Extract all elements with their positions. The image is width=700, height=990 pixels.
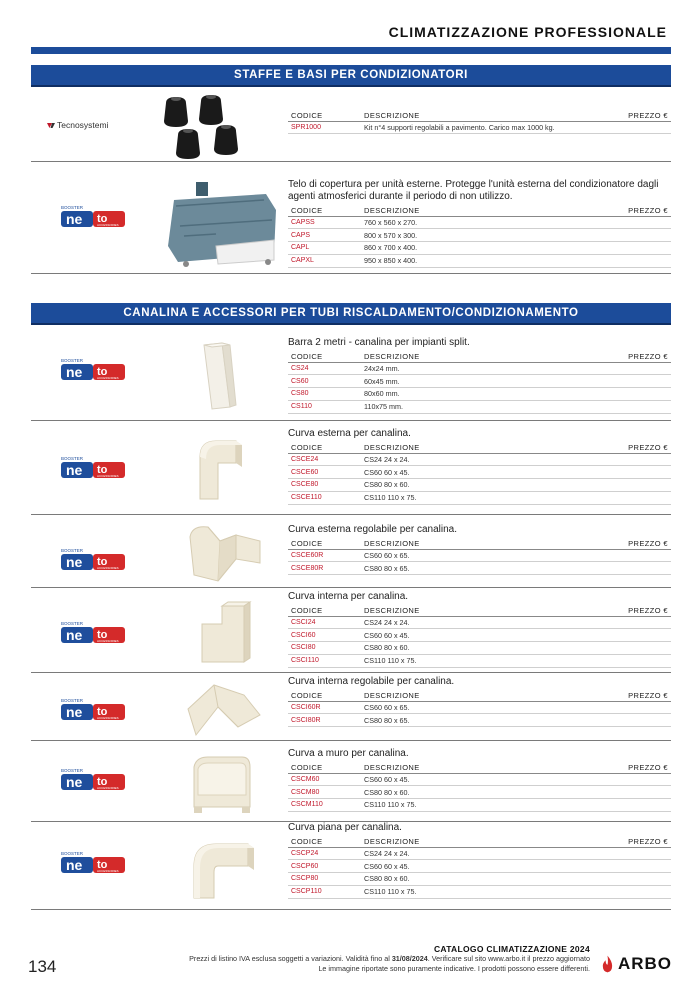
- column-price: PREZZO €: [611, 110, 671, 121]
- nexto-sub-text: ACCESSORIES: [97, 223, 119, 227]
- product-desc: CS110 110 x 75.: [364, 654, 611, 667]
- product-code: CS60: [288, 375, 364, 388]
- product-price: [611, 773, 671, 786]
- product-row-cs: [31, 327, 671, 421]
- product-code: CSCI60R: [288, 701, 364, 714]
- product-desc: CS80 80 x 60.: [364, 479, 611, 492]
- product-code: CSCM60: [288, 773, 364, 786]
- table-row: [288, 616, 671, 629]
- product-price: [611, 121, 671, 134]
- table-row: [288, 629, 671, 642]
- nexto-booster-text: BOOSTER: [61, 768, 84, 773]
- product-price: [611, 229, 671, 242]
- nexto-to-text: to: [97, 629, 108, 641]
- top-rule: [31, 47, 671, 54]
- product-desc: CS60 60 x 45.: [364, 773, 611, 786]
- nexto-booster-text: BOOSTER: [61, 851, 84, 856]
- product-row-csci: [31, 588, 671, 673]
- product-desc: CS80 80 x 65.: [364, 714, 611, 727]
- nexto-to-text: to: [97, 859, 108, 871]
- product-table: [288, 110, 671, 134]
- product-price: [611, 847, 671, 860]
- table-row: [288, 362, 671, 375]
- product-price: [611, 242, 671, 255]
- column-code: CODICE: [288, 110, 364, 121]
- table-row: [288, 562, 671, 575]
- arbo-logo-text: ARBO: [617, 954, 672, 973]
- nexto-sub-text: ACCESSORIES: [97, 869, 119, 873]
- section-header-staffe: STAFFE E BASI PER CONDIZIONATORI: [31, 65, 671, 87]
- nexto-to-text: to: [97, 213, 108, 225]
- column-price: PREZZO €: [611, 605, 671, 616]
- product-desc: CS60 60 x 45.: [364, 629, 611, 642]
- product-row-csce: [31, 421, 671, 515]
- product-code: CSCP80: [288, 873, 364, 886]
- product-code: CSCI60: [288, 629, 364, 642]
- product-table: [288, 205, 671, 268]
- nexto-booster-text: BOOSTER: [61, 205, 84, 210]
- flat-bend-image: [156, 832, 286, 904]
- product-price: [611, 701, 671, 714]
- product-price: [611, 453, 671, 466]
- nexto-logo: [41, 202, 151, 232]
- product-description: Curva interna per canalina.: [288, 591, 409, 602]
- nexto-ne-text: ne: [66, 704, 83, 720]
- nexto-sub-text: ACCESSORIES: [97, 474, 119, 478]
- product-price: [611, 479, 671, 492]
- column-code: CODICE: [288, 351, 364, 362]
- column-price: PREZZO €: [611, 205, 671, 216]
- section-header-canalina: CANALINA E ACCESSORI PER TUBI RISCALDAMENTO/CONDIZIONAMENTO: [31, 303, 671, 325]
- product-code: CSCE110: [288, 491, 364, 504]
- table-row: [288, 773, 671, 786]
- product-desc: CS60 60 x 45.: [364, 466, 611, 479]
- product-desc: CS24 24 x 24.: [364, 847, 611, 860]
- product-price: [611, 873, 671, 886]
- column-code: CODICE: [288, 538, 364, 549]
- product-code: CSCE60R: [288, 549, 364, 562]
- page-title: CLIMATIZZAZIONE PROFESSIONALE: [388, 24, 667, 40]
- feet-support-image: [156, 93, 286, 163]
- product-desc: 110x75 mm.: [364, 400, 611, 413]
- nexto-booster-text: BOOSTER: [61, 456, 84, 461]
- product-description: Curva a muro per canalina.: [288, 748, 409, 759]
- nexto-sub-text: ACCESSORIES: [97, 566, 119, 570]
- product-code: CSCI80: [288, 642, 364, 655]
- product-price: [611, 885, 671, 898]
- product-info: [288, 110, 671, 134]
- nexto-sub-text: ACCESSORIES: [97, 376, 119, 380]
- product-price: [611, 860, 671, 873]
- product-code: CSCE24: [288, 453, 364, 466]
- nexto-ne-text: ne: [66, 462, 83, 478]
- product-code: CS110: [288, 400, 364, 413]
- external-bend-image: [156, 433, 286, 507]
- product-price: [611, 629, 671, 642]
- nexto-booster-text: BOOSTER: [61, 698, 84, 703]
- product-description: Curva esterna regolabile per canalina.: [288, 524, 457, 535]
- product-code: CSCP110: [288, 885, 364, 898]
- product-code: SPR1000: [288, 121, 364, 134]
- footer-validity-a: Prezzi di listino IVA esclusa soggetti a variazioni. Validità fino al: [189, 954, 392, 963]
- nexto-ne-text: ne: [66, 211, 83, 227]
- nexto-booster-text: BOOSTER: [61, 548, 84, 553]
- column-description: DESCRIZIONE: [364, 762, 611, 773]
- nexto-sub-text: ACCESSORIES: [97, 786, 119, 790]
- product-price: [611, 549, 671, 562]
- nexto-ne-text: ne: [66, 627, 83, 643]
- footer-validity-date: 31/08/2024: [391, 954, 428, 963]
- column-description: DESCRIZIONE: [364, 205, 611, 216]
- internal-bend-image: [156, 594, 286, 668]
- nexto-logo: [41, 545, 151, 575]
- product-desc: CS80 80 x 60.: [364, 873, 611, 886]
- product-code: CSCI110: [288, 654, 364, 667]
- product-code: CSCE80R: [288, 562, 364, 575]
- nexto-logo: [41, 618, 151, 648]
- product-code: CSCP24: [288, 847, 364, 860]
- tecnosystemi-logo: [41, 115, 121, 137]
- nexto-to-text: to: [97, 556, 108, 568]
- column-description: DESCRIZIONE: [364, 351, 611, 362]
- footer-text: [189, 944, 590, 974]
- product-price: [611, 642, 671, 655]
- nexto-logo: [41, 355, 151, 385]
- nexto-ne-text: ne: [66, 774, 83, 790]
- product-desc: 950 x 850 x 400.: [364, 254, 611, 267]
- nexto-ne-text: ne: [66, 554, 83, 570]
- product-code: CSCM110: [288, 799, 364, 812]
- product-price: [611, 216, 671, 229]
- nexto-sub-text: ACCESSORIES: [97, 639, 119, 643]
- column-code: CODICE: [288, 442, 364, 453]
- product-desc: CS60 60 x 65.: [364, 549, 611, 562]
- nexto-logo: [41, 848, 151, 878]
- catalog-title: CATALOGO CLIMATIZZAZIONE 2024: [433, 944, 590, 954]
- product-row-cscp: [31, 822, 671, 910]
- nexto-to-text: to: [97, 464, 108, 476]
- product-desc: 860 x 700 x 400.: [364, 242, 611, 255]
- nexto-to-text: to: [97, 706, 108, 718]
- table-row: [288, 873, 671, 886]
- table-row: [288, 479, 671, 492]
- product-desc: CS80 80 x 60.: [364, 786, 611, 799]
- column-description: DESCRIZIONE: [364, 442, 611, 453]
- footer-validity-b: . Verificare sul sito www.arbo.it il prezzo aggiornato: [427, 954, 590, 963]
- table-row: [288, 654, 671, 667]
- product-table: [288, 605, 671, 668]
- product-table: [288, 690, 671, 727]
- table-row: [288, 400, 671, 413]
- column-price: PREZZO €: [611, 836, 671, 847]
- column-code: CODICE: [288, 605, 364, 616]
- product-description: Barra 2 metri - canalina per impianti split.: [288, 337, 470, 348]
- cover-image: [156, 176, 286, 268]
- adjustable-internal-bend-image: [156, 677, 286, 739]
- column-price: PREZZO €: [611, 351, 671, 362]
- product-desc: 760 x 560 x 270.: [364, 216, 611, 229]
- column-price: PREZZO €: [611, 442, 671, 453]
- product-row-csce-r: [31, 515, 671, 588]
- product-code: CSCM80: [288, 786, 364, 799]
- nexto-logo: [41, 765, 151, 795]
- nexto-to-text: to: [97, 776, 108, 788]
- product-info: [288, 748, 671, 812]
- table-row: [288, 714, 671, 727]
- table-row: [288, 216, 671, 229]
- product-code: CAPS: [288, 229, 364, 242]
- product-price: [611, 388, 671, 401]
- product-row-spr1000: [31, 89, 671, 162]
- table-row: [288, 847, 671, 860]
- column-description: DESCRIZIONE: [364, 110, 611, 121]
- nexto-sub-text: ACCESSORIES: [97, 716, 119, 720]
- product-price: [611, 714, 671, 727]
- footer-disclaimer: Le immagine riportate sono puramente indicative. I prodotti possono essere differenti.: [318, 964, 590, 973]
- product-row-cscm: [31, 741, 671, 822]
- product-table: [288, 442, 671, 505]
- table-row: [288, 254, 671, 267]
- product-price: [611, 562, 671, 575]
- product-code: CAPSS: [288, 216, 364, 229]
- product-desc: CS80 80 x 60.: [364, 642, 611, 655]
- table-row: [288, 466, 671, 479]
- table-row: [288, 491, 671, 504]
- adjustable-external-bend-image: [156, 519, 286, 585]
- product-description: Telo di copertura per unità esterne. Protegge l'unità esterna del condizionatore dagli agenti atmosferici durante il periodo di non utilizzo.: [288, 179, 659, 202]
- product-code: CS24: [288, 362, 364, 375]
- product-table: [288, 762, 671, 812]
- product-description: Curva esterna per canalina.: [288, 428, 411, 439]
- nexto-ne-text: ne: [66, 364, 83, 380]
- table-row: [288, 860, 671, 873]
- product-price: [611, 616, 671, 629]
- product-price: [611, 375, 671, 388]
- nexto-logo: [41, 453, 151, 483]
- product-desc: CS24 24 x 24.: [364, 616, 611, 629]
- product-price: [611, 362, 671, 375]
- table-row: [288, 701, 671, 714]
- product-price: [611, 254, 671, 267]
- table-row: [288, 799, 671, 812]
- product-info: [288, 822, 671, 899]
- product-price: [611, 466, 671, 479]
- table-row: [288, 453, 671, 466]
- table-row: [288, 388, 671, 401]
- product-desc: CS110 110 x 75.: [364, 885, 611, 898]
- tecnosystemi-logo-text: Tecnosystemi: [57, 120, 109, 130]
- product-code: CSCP60: [288, 860, 364, 873]
- flame-icon: [600, 954, 615, 974]
- column-description: DESCRIZIONE: [364, 538, 611, 549]
- product-desc: CS60 60 x 45.: [364, 860, 611, 873]
- column-description: DESCRIZIONE: [364, 605, 611, 616]
- table-row: [288, 375, 671, 388]
- table-row: [288, 121, 671, 134]
- product-desc: CS110 110 x 75.: [364, 491, 611, 504]
- nexto-ne-text: ne: [66, 857, 83, 873]
- table-row: [288, 242, 671, 255]
- product-desc: CS60 60 x 65.: [364, 701, 611, 714]
- product-price: [611, 799, 671, 812]
- product-description: Curva piana per canalina.: [288, 822, 402, 833]
- table-row: [288, 642, 671, 655]
- wall-bend-image: [156, 751, 286, 817]
- product-table: [288, 538, 671, 575]
- product-code: CSCE60: [288, 466, 364, 479]
- table-row: [288, 549, 671, 562]
- nexto-booster-text: BOOSTER: [61, 358, 84, 363]
- product-description: Curva interna regolabile per canalina.: [288, 676, 455, 687]
- product-code: CS80: [288, 388, 364, 401]
- page-number: 134: [28, 957, 57, 976]
- product-desc: CS24 24 x 24.: [364, 453, 611, 466]
- table-row: [288, 786, 671, 799]
- product-row-csci-r: [31, 673, 671, 741]
- nexto-logo: [41, 695, 151, 725]
- arbo-logo: [600, 953, 672, 975]
- product-price: [611, 786, 671, 799]
- product-code: CAPL: [288, 242, 364, 255]
- product-table: [288, 351, 671, 414]
- product-code: CSCI24: [288, 616, 364, 629]
- column-price: PREZZO €: [611, 690, 671, 701]
- product-info: [288, 524, 671, 575]
- column-code: CODICE: [288, 762, 364, 773]
- column-code: CODICE: [288, 690, 364, 701]
- column-price: PREZZO €: [611, 762, 671, 773]
- product-info: [288, 428, 671, 505]
- product-info: [288, 676, 671, 727]
- product-price: [611, 491, 671, 504]
- product-desc: CS110 110 x 75.: [364, 799, 611, 812]
- column-code: CODICE: [288, 205, 364, 216]
- product-desc: 24x24 mm.: [364, 362, 611, 375]
- product-code: CSCI80R: [288, 714, 364, 727]
- nexto-to-text: to: [97, 366, 108, 378]
- product-desc: 60x45 mm.: [364, 375, 611, 388]
- product-code: CAPXL: [288, 254, 364, 267]
- table-row: [288, 229, 671, 242]
- product-desc: 80x60 mm.: [364, 388, 611, 401]
- product-price: [611, 400, 671, 413]
- footer-validity: [189, 954, 590, 964]
- table-row: [288, 885, 671, 898]
- nexto-booster-text: BOOSTER: [61, 621, 84, 626]
- product-row-cap: [31, 162, 671, 274]
- product-info: [288, 179, 671, 268]
- column-description: DESCRIZIONE: [364, 690, 611, 701]
- product-code: CSCE80: [288, 479, 364, 492]
- column-code: CODICE: [288, 836, 364, 847]
- trunking-bar-image: [156, 341, 286, 411]
- column-description: DESCRIZIONE: [364, 836, 611, 847]
- column-price: PREZZO €: [611, 538, 671, 549]
- product-desc: CS80 80 x 65.: [364, 562, 611, 575]
- product-info: [288, 591, 671, 668]
- product-table: [288, 836, 671, 899]
- product-desc: 800 x 570 x 300.: [364, 229, 611, 242]
- product-desc: Kit n°4 supporti regolabili a pavimento. Carico max 1000 kg.: [364, 121, 611, 134]
- product-price: [611, 654, 671, 667]
- product-info: [288, 337, 671, 414]
